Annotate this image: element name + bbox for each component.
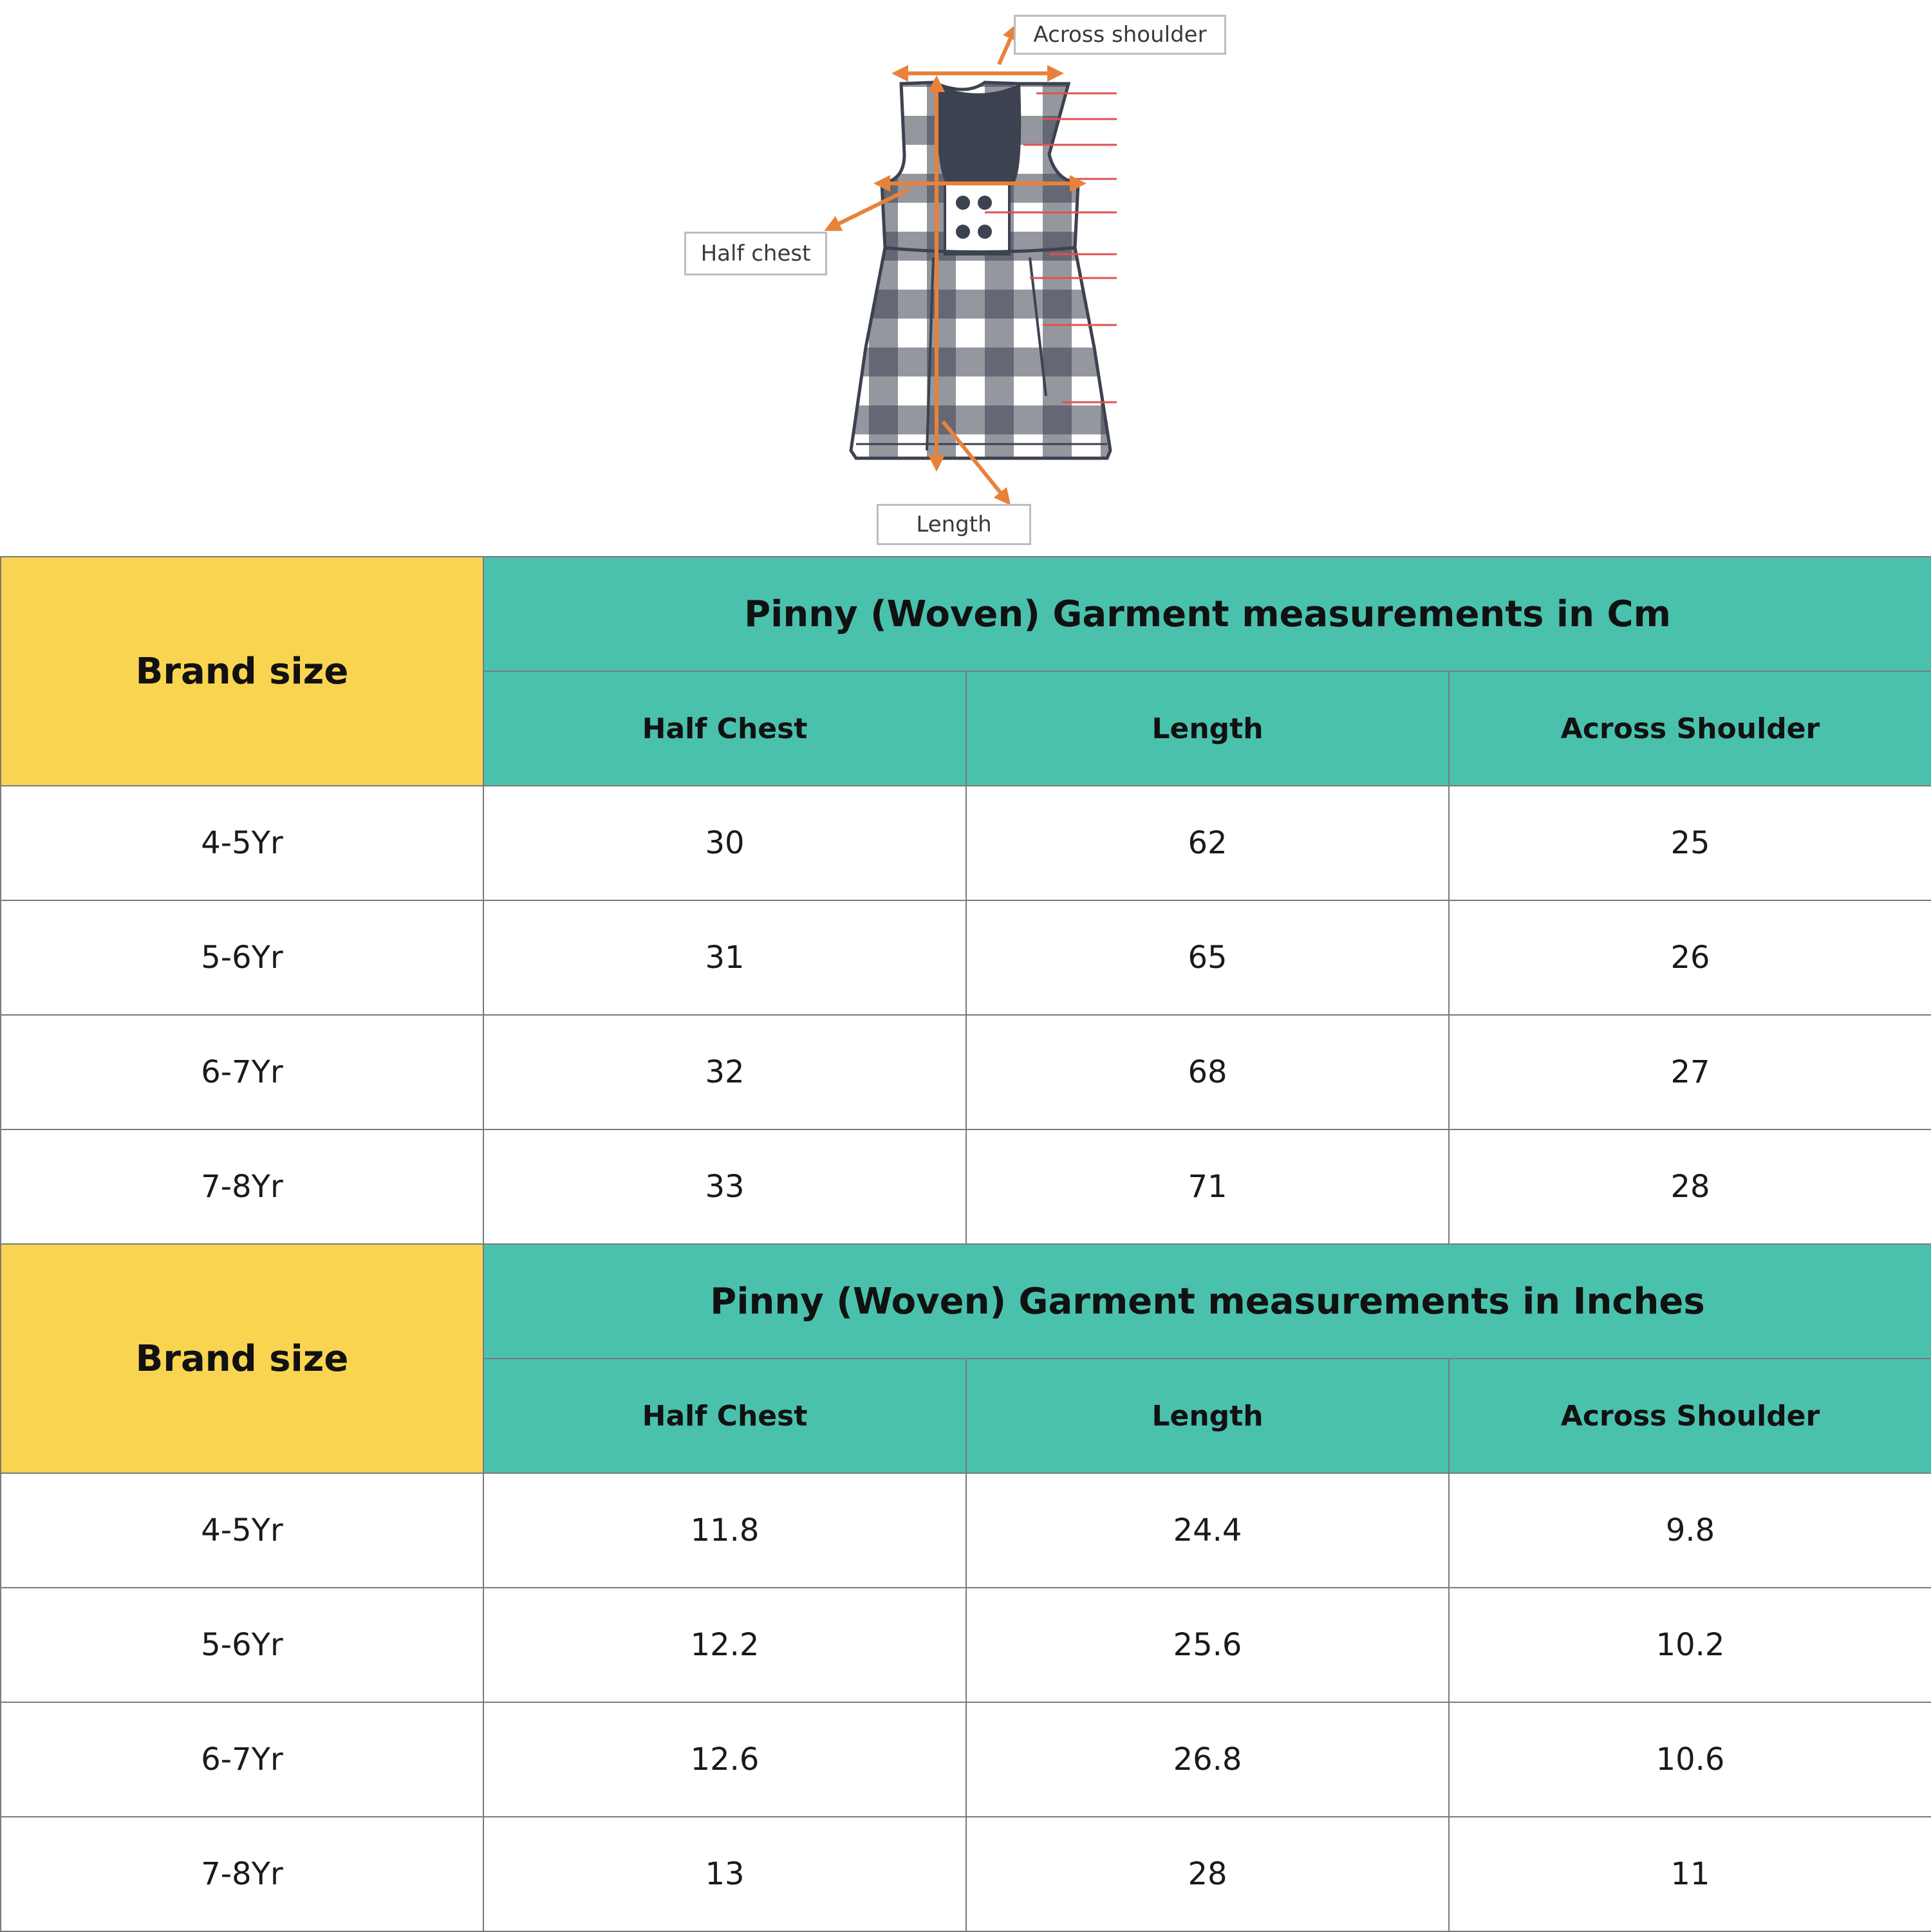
across-shoulder-cell: 27 [1449, 1015, 1931, 1129]
half-chest-label: Half chest [684, 232, 827, 275]
length-cell: 24.4 [966, 1473, 1449, 1588]
button-icon [956, 196, 970, 210]
across-shoulder-cell: 9.8 [1449, 1473, 1931, 1588]
length-cell: 71 [966, 1129, 1449, 1244]
table-row [1, 1588, 1931, 1702]
length-cell: 26.8 [966, 1702, 1449, 1817]
half-chest-cell: 11.8 [483, 1473, 966, 1588]
half-chest-cell: 30 [483, 786, 966, 900]
size-table-cm [0, 556, 1931, 1245]
half-chest-cell: 12.2 [483, 1588, 966, 1702]
length-cell: 68 [966, 1015, 1449, 1129]
bib-panel [945, 183, 1009, 254]
table-row [1, 1015, 1931, 1129]
table-row [1, 1473, 1931, 1588]
across-shoulder-cell: 26 [1449, 900, 1931, 1015]
across-shoulder-cell: 25 [1449, 786, 1931, 900]
column-header-across-shoulder: Across Shoulder [1449, 671, 1931, 786]
size-table-inches [0, 1243, 1931, 1932]
button-icon [978, 196, 992, 210]
across-shoulder-pointer [999, 31, 1014, 64]
brand-size-header: Brand size [1, 557, 483, 786]
size-cell: 6-7Yr [1, 1015, 483, 1129]
length-cell: 62 [966, 786, 1449, 900]
table-row [1, 1817, 1931, 1931]
button-icon [956, 225, 970, 239]
pinny-illustration [0, 0, 1931, 556]
size-cell: 6-7Yr [1, 1702, 483, 1817]
across-shoulder-cell: 10.6 [1449, 1702, 1931, 1817]
table-title: Pinny (Woven) Garment measurements in Inches [483, 1244, 1931, 1359]
size-cell: 7-8Yr [1, 1817, 483, 1931]
table-row [1, 900, 1931, 1015]
neckline [935, 84, 1021, 183]
column-header-length: Length [966, 1359, 1449, 1473]
table-row [1, 786, 1931, 900]
table-title: Pinny (Woven) Garment measurements in Cm [483, 557, 1931, 671]
across-shoulder-cell: 11 [1449, 1817, 1931, 1931]
length-cell: 65 [966, 900, 1449, 1015]
size-cell: 4-5Yr [1, 1473, 483, 1588]
button-icon [978, 225, 992, 239]
column-header-half-chest: Half Chest [483, 671, 966, 786]
size-cell: 7-8Yr [1, 1129, 483, 1244]
half-chest-cell: 33 [483, 1129, 966, 1244]
table-row [1, 1702, 1931, 1817]
garment-diagram [0, 0, 1931, 556]
column-header-length: Length [966, 671, 1449, 786]
length-label: Length [877, 504, 1031, 545]
size-cell: 5-6Yr [1, 1588, 483, 1702]
length-cell: 25.6 [966, 1588, 1449, 1702]
column-header-half-chest: Half Chest [483, 1359, 966, 1473]
across-shoulder-label: Across shoulder [1014, 15, 1226, 55]
half-chest-cell: 31 [483, 900, 966, 1015]
half-chest-cell: 13 [483, 1817, 966, 1931]
size-cell: 5-6Yr [1, 900, 483, 1015]
half-chest-cell: 32 [483, 1015, 966, 1129]
size-cell: 4-5Yr [1, 786, 483, 900]
brand-size-header: Brand size [1, 1244, 483, 1473]
table-row [1, 1129, 1931, 1244]
across-shoulder-cell: 10.2 [1449, 1588, 1931, 1702]
across-shoulder-cell: 28 [1449, 1129, 1931, 1244]
length-cell: 28 [966, 1817, 1449, 1931]
half-chest-cell: 12.6 [483, 1702, 966, 1817]
column-header-across-shoulder: Across Shoulder [1449, 1359, 1931, 1473]
